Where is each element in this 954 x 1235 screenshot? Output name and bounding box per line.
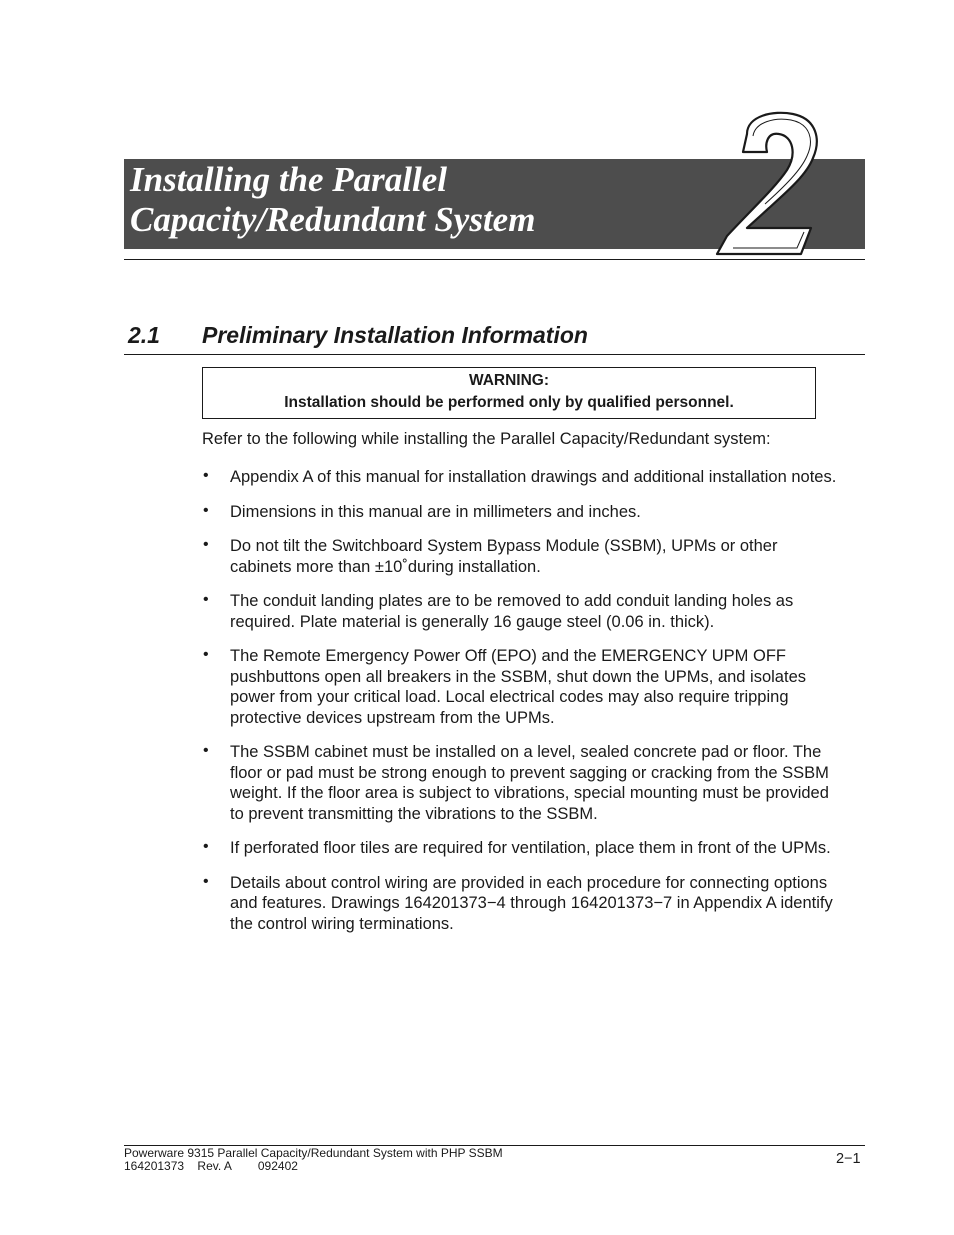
list-item-text: The Remote Emergency Power Off (EPO) and the EMERGENCY UPM OFF pushbuttons open all breakers in the SSBM, shut down the UPMs, and isolates power from your critical load. Local electrical codes may also require tripping protective devices upstream from the UPMs. [230, 647, 806, 727]
bullet-icon: • [203, 872, 209, 890]
bullet-icon: • [203, 742, 209, 759]
list-item-text: The SSBM cabinet must be installed on a level, sealed concrete pad or floor. The floor or pad must be strong enough to prevent sagging or cracking from the SSBM weight. If the floor area is subject to vibrations, special mounting must be provided to prevent transmitting the vibrations to the SSBM. [230, 743, 829, 823]
list-item [202, 502, 842, 523]
bullet-list [202, 467, 842, 948]
list-item [202, 838, 842, 859]
intro-paragraph: Refer to the following while installing the Parallel Capacity/Redundant system: [202, 430, 771, 448]
footer-product-title: Powerware 9315 Parallel Capacity/Redundant System with PHP SSBM [124, 1146, 503, 1160]
section-number: 2.1 [128, 322, 160, 348]
list-item-text: Do not tilt the Switchboard System Bypass Module (SSBM), UPMs or other cabinets more than ±10˚during installation. [230, 537, 778, 576]
chapter-number-graphic [713, 104, 831, 264]
section-divider [124, 354, 865, 355]
warning-box [202, 367, 816, 419]
list-item [202, 591, 842, 632]
warning-text: Installation should be performed only by qualified personnel. [284, 394, 734, 411]
footer-part-revision: 164201373 Rev. A 092402 [124, 1159, 298, 1173]
list-item-text: If perforated floor tiles are required for ventilation, place them in front of the UPMs. [230, 839, 831, 857]
chapter-title-line-2: Capacity/Redundant System [130, 200, 536, 239]
chapter-number: 2 [713, 104, 714, 105]
section-heading [128, 320, 864, 350]
bullet-icon: • [203, 838, 209, 855]
list-item-text: Appendix A of this manual for installation drawings and additional installation notes. [230, 468, 837, 486]
chapter-title-line-1: Installing the Parallel [130, 160, 447, 199]
list-item-text: Dimensions in this manual are in millimeters and inches. [230, 502, 641, 521]
list-item [202, 536, 842, 577]
list-item [202, 646, 842, 728]
bullet-icon: • [203, 646, 209, 663]
page-number: 2−1 [836, 1151, 861, 1167]
list-item-text: The conduit landing plates are to be removed to add conduit landing holes as required. Plate material is generally 16 gauge steel (0.06 in. thick). [230, 592, 794, 631]
section-title: Preliminary Installation Information [202, 322, 588, 348]
bullet-icon: • [203, 536, 209, 553]
bullet-icon: • [203, 467, 209, 484]
list-item [202, 467, 842, 488]
footer-document-info [124, 1147, 503, 1173]
bullet-icon: • [203, 591, 209, 608]
list-item [202, 742, 842, 824]
bullet-icon: • [203, 501, 209, 519]
warning-label: WARNING: [468, 372, 550, 389]
list-item-text: Details about control wiring are provided in each procedure for connecting options and features. Drawings 164201373−4 through 164201373−7 in Appendix A identify the control wiring terminations. [230, 873, 833, 933]
list-item [202, 873, 842, 935]
chapter-title [130, 160, 535, 240]
